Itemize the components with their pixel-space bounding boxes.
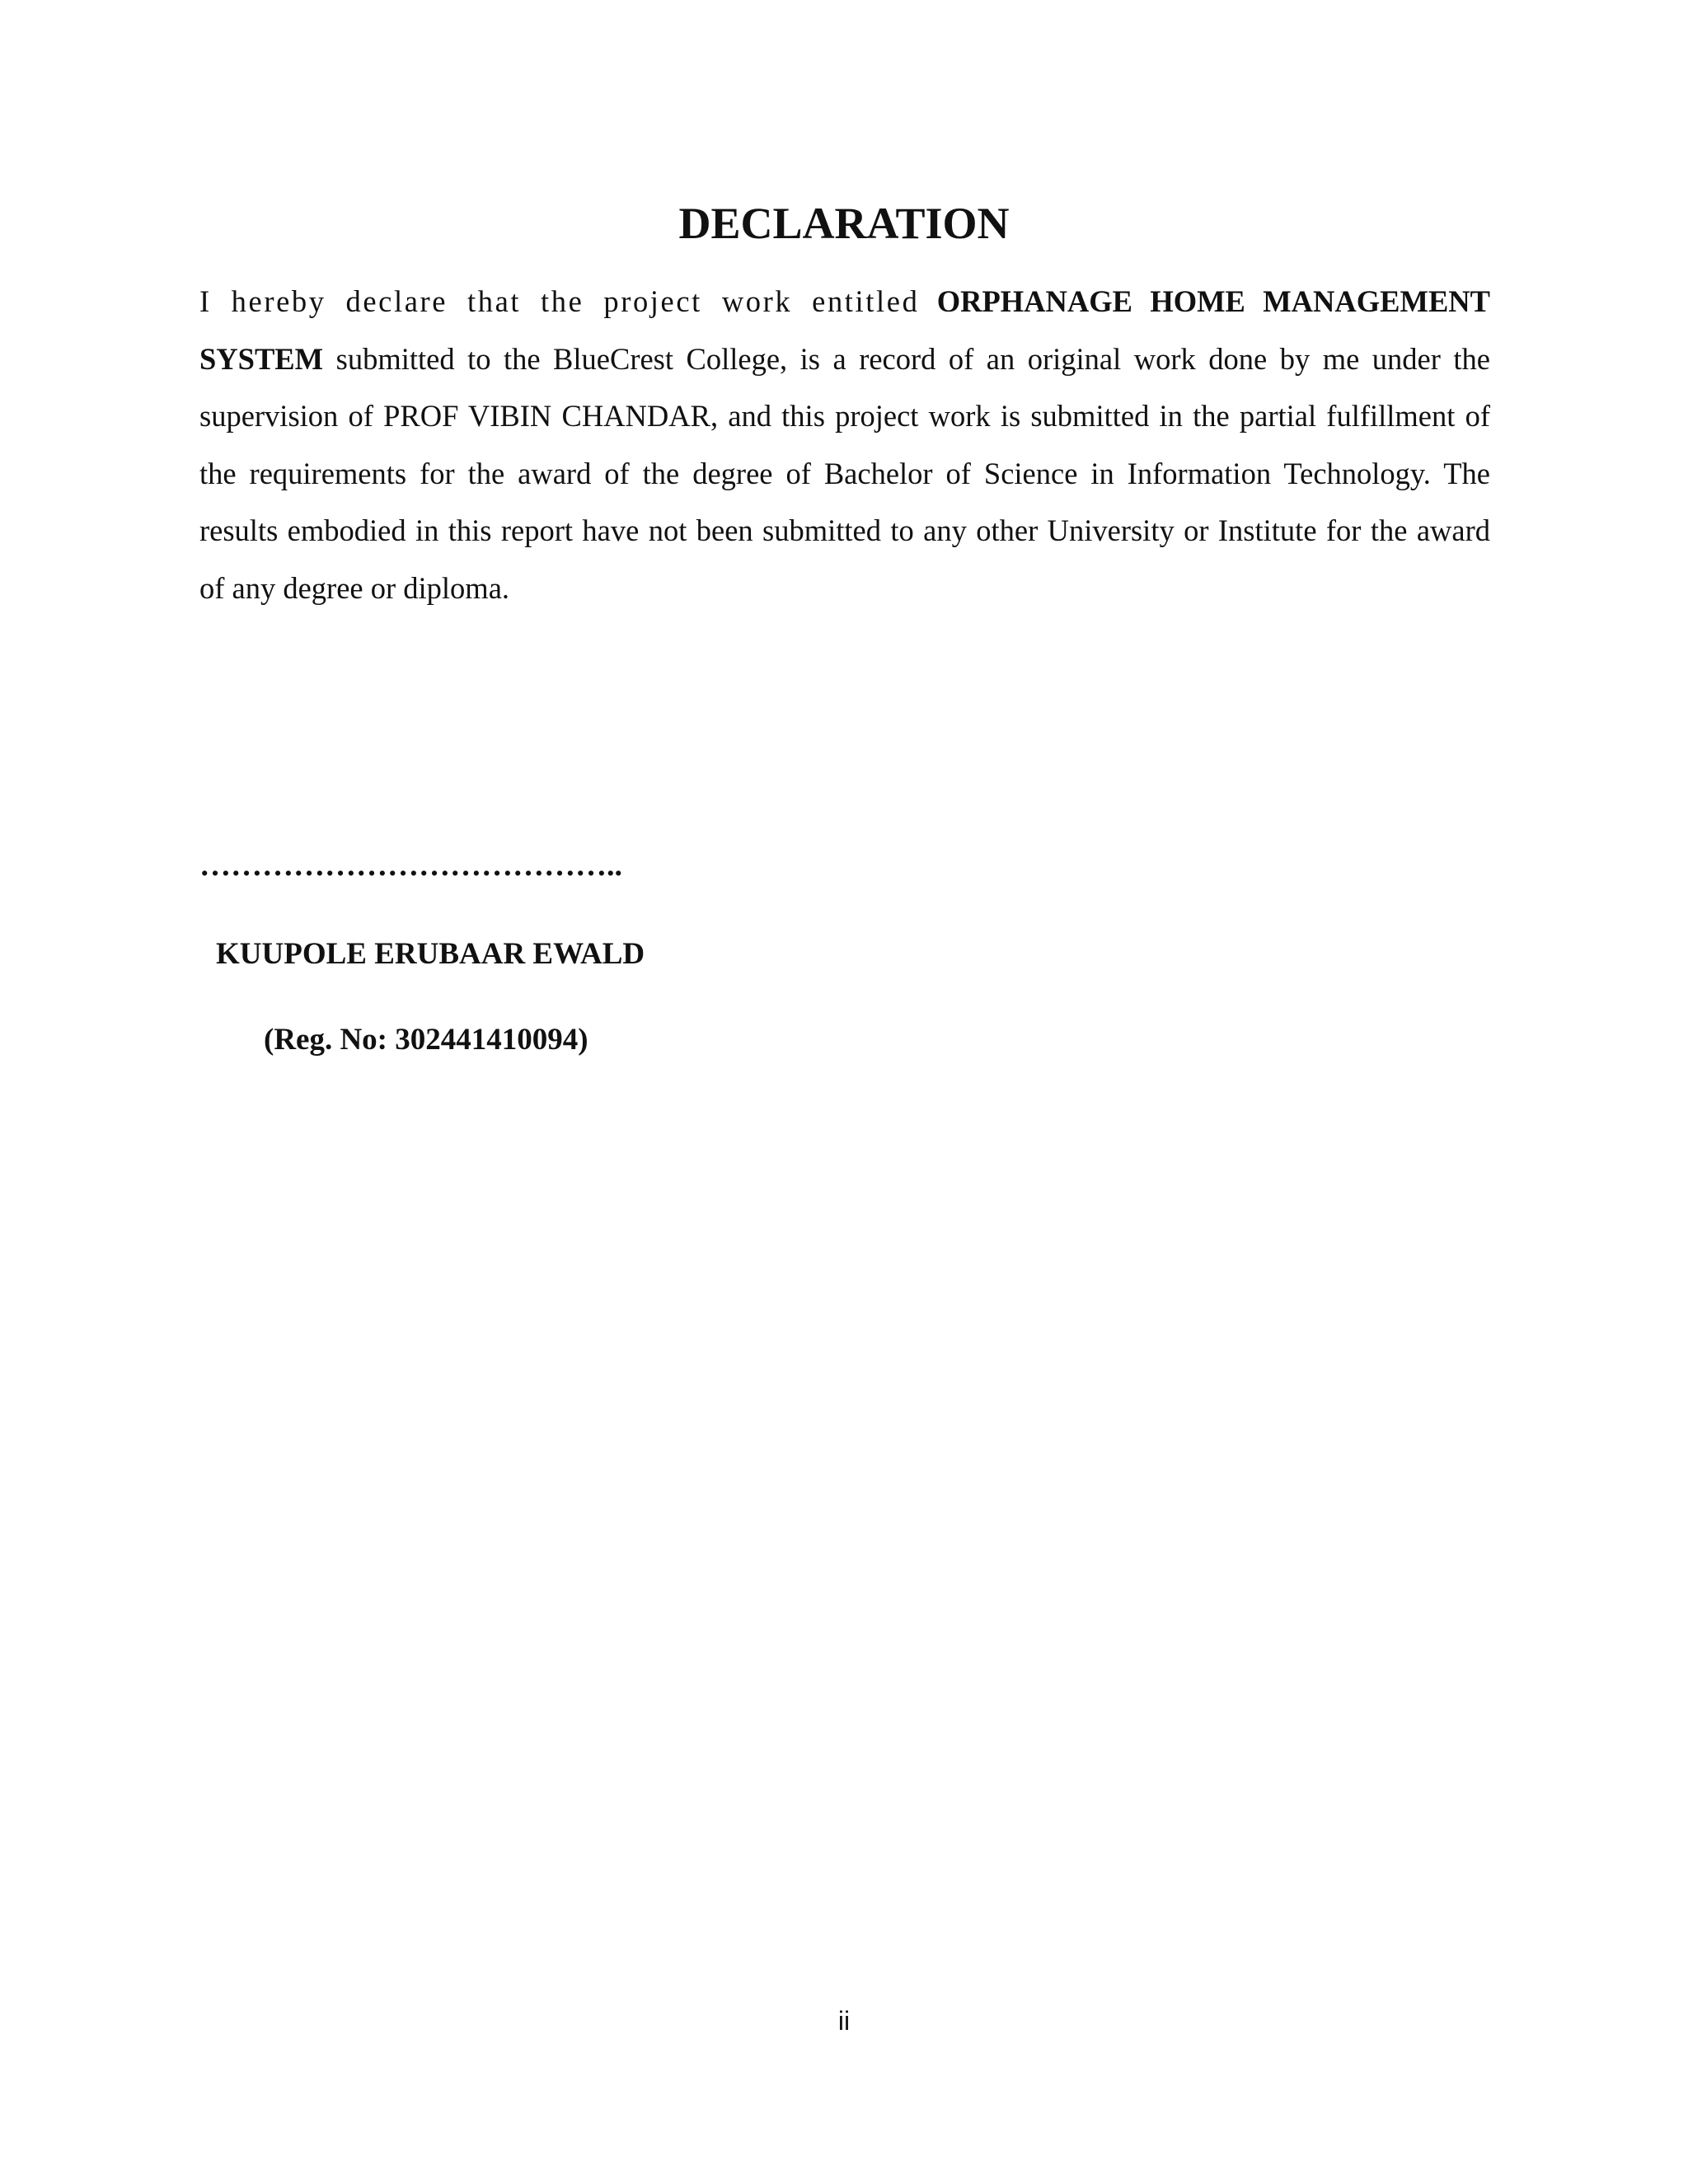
signature-line: ………………………………….. [199,848,622,883]
paragraph-lead: I hereby declare that the project work entitled [199,284,920,318]
declaration-paragraph [199,273,1490,616]
page-title: DECLARATION [678,199,1010,248]
project-title: ORPHANAGE HOME MANAGEMENT SYSTEM [199,284,1490,376]
registration-number: (Reg. No: 302441410094) [264,1023,588,1057]
page-number: ii [837,2006,851,2036]
signatory-name: KUUPOLE ERUBAAR EWALD [216,937,645,971]
paragraph-body: submitted to the BlueCrest College, is a record of an original work done by me under the supervision of PROF VIBIN CHANDAR, and this project work is submitted in the partial fulfillment of the requirements for the award of the degree of Bachelor of Science in Information Technology. The results embodied in this report have not been submitted to any other University or Institute for the award of any degree or diploma. [199,341,1490,605]
